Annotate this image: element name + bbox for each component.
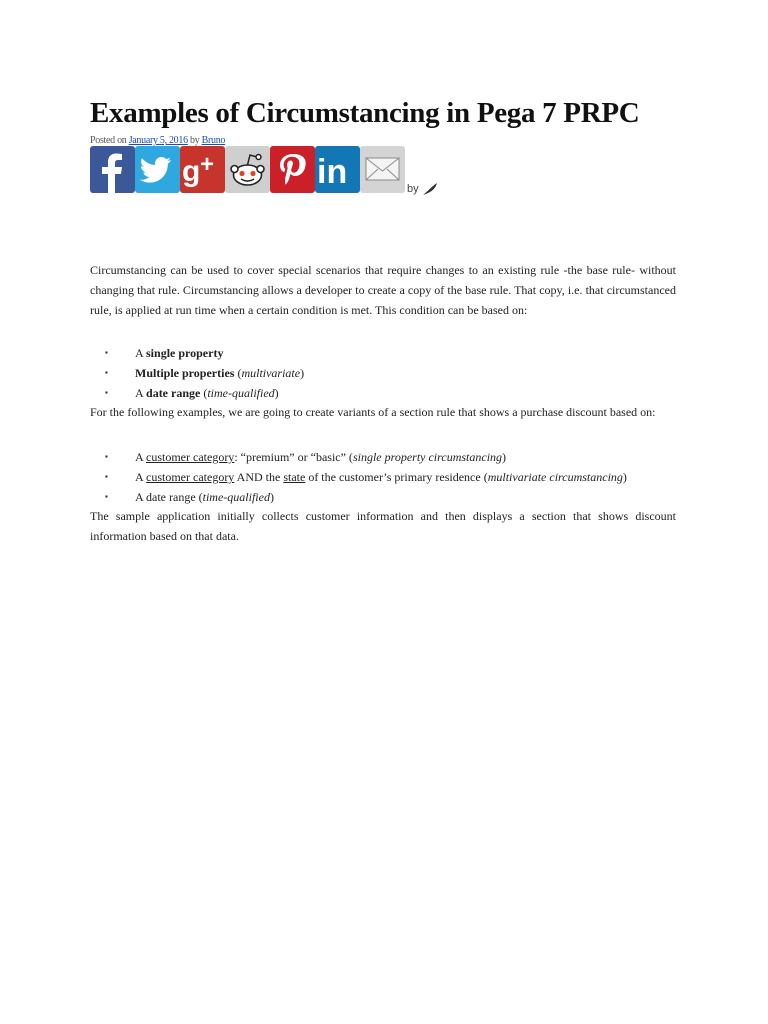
post-date-link[interactable]: January 5, 2016	[128, 135, 188, 146]
svg-text:+: +	[200, 151, 215, 178]
svg-text:g: g	[182, 155, 201, 188]
state-link[interactable]: state	[283, 470, 306, 484]
share-by-label: by	[407, 183, 419, 195]
list-item: ▪ Multiple properties (multivariate)	[90, 363, 304, 383]
pinterest-share-button[interactable]	[270, 146, 315, 193]
by-label: by	[190, 135, 200, 146]
customer-category-link[interactable]: customer category	[146, 450, 235, 464]
linkedin-share-button[interactable]	[315, 146, 360, 193]
envelope-icon	[360, 146, 405, 193]
list-item-bold: single property	[146, 346, 224, 360]
list-item-bold: Multiple properties	[135, 366, 235, 380]
post-meta	[90, 135, 225, 146]
facebook-share-button[interactable]	[90, 146, 135, 193]
list-item-text: A	[135, 450, 147, 464]
list-item-text: AND the	[234, 470, 284, 484]
list-item-text: )	[622, 470, 627, 484]
list-item: ▪ A date range (time-qualified)	[90, 383, 304, 403]
list-item	[90, 467, 627, 487]
twitter-share-button[interactable]	[135, 146, 180, 193]
author-link[interactable]: Bruno	[201, 135, 226, 146]
list-item-italic: single property circumstancing	[352, 450, 503, 464]
examples-list	[90, 447, 627, 507]
bullet-icon: ▪	[105, 472, 108, 481]
feather-icon	[422, 182, 438, 196]
list-item-text: A	[135, 386, 147, 400]
list-item-text: )	[502, 450, 507, 464]
share-by-credit[interactable]	[407, 182, 438, 196]
list-item	[90, 447, 627, 467]
list-item-italic: time-qualified	[202, 490, 270, 504]
list-item	[90, 343, 304, 363]
list-item-text: )	[269, 490, 274, 504]
list-item-bold: date range	[146, 386, 201, 400]
examples-paragraph: For the following examples, we are going to create variants of a section rule that shows a purchase discount based on:	[90, 405, 656, 419]
email-share-button[interactable]	[360, 146, 405, 193]
google-plus-icon	[180, 146, 225, 193]
list-item-italic: time-qualified	[207, 386, 275, 400]
bullet-icon: ▪	[105, 348, 108, 357]
list-item-italic: multivariate	[241, 366, 301, 380]
bullet-icon: ▪	[105, 492, 108, 501]
list-item-text: (	[234, 366, 242, 380]
list-item-text: of the customer’s primary residence (	[305, 470, 488, 484]
closing-paragraph: The sample application initially collects customer information and then displays a section that shows discount information based on that data.	[90, 509, 676, 543]
customer-category-link[interactable]: customer category	[146, 470, 235, 484]
bullet-icon: ▪	[105, 452, 108, 461]
google-plus-share-button[interactable]	[180, 146, 225, 193]
pinterest-icon	[270, 146, 315, 193]
svg-text:in: in	[317, 153, 348, 191]
list-item-text: A date range (	[135, 490, 203, 504]
twitter-icon	[135, 146, 180, 193]
circumstance-types-list	[90, 343, 304, 403]
list-item-text: (	[200, 386, 208, 400]
intro-paragraph: Circumstancing can be used to cover special scenarios that require changes to an existing rule -the base rule- without changing that rule. Circumstancing allows a developer to create a copy of the base rule. That copy, i.e. that circumstanced rule, is applied at run time when a certain condition is met. This condition can be based on:	[90, 263, 676, 317]
list-item-text: A	[135, 470, 147, 484]
reddit-share-button[interactable]	[225, 146, 270, 193]
linkedin-icon	[315, 146, 360, 193]
bullet-icon: ▪	[105, 368, 108, 377]
list-item-text: A	[135, 346, 147, 360]
share-bar	[90, 146, 438, 193]
facebook-icon	[90, 146, 135, 193]
list-item-text: : “premium” or “basic” (	[234, 450, 353, 464]
bullet-icon: ▪	[105, 388, 108, 397]
list-item	[90, 487, 627, 507]
list-item-italic: multivariate circumstancing	[487, 470, 623, 484]
reddit-icon	[225, 146, 270, 193]
posted-on-label: Posted on	[90, 135, 127, 146]
article-title: Examples of Circumstancing in Pega 7 PRPC	[90, 97, 640, 129]
